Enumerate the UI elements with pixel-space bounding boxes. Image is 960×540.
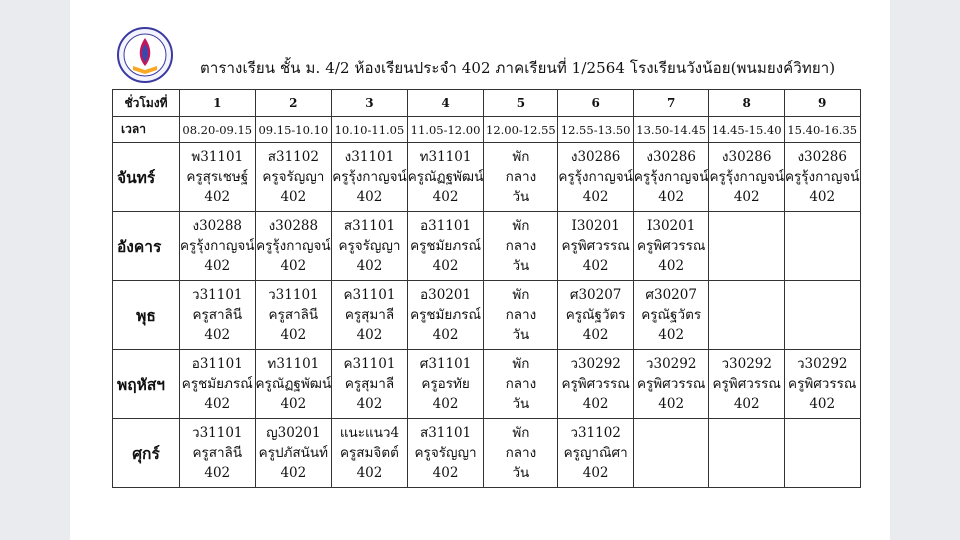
schedule-cell <box>558 281 634 350</box>
subject-code: พัก <box>512 425 530 441</box>
teacher-name: ครูรุ้งกาญจน์ <box>784 169 860 185</box>
subject-code: ค31101 <box>343 287 396 303</box>
room-number: 402 <box>204 258 231 274</box>
teacher-name: กลาง <box>505 376 537 392</box>
time-slot: 10.10-11.05 <box>332 117 408 143</box>
time-slot: 14.45-15.40 <box>709 117 785 143</box>
schedule-cell <box>332 212 408 281</box>
room-number: 402 <box>280 189 307 205</box>
schedule-cell <box>180 212 256 281</box>
room-number: 402 <box>582 465 609 481</box>
period-number: 1 <box>180 90 256 117</box>
schedule-cell <box>407 281 484 350</box>
time-slot: 12.00-12.55 <box>484 117 558 143</box>
room-number: วัน <box>512 396 530 412</box>
schedule-cell <box>407 212 484 281</box>
subject-code: พ31101 <box>191 149 244 165</box>
subject-code: แนะแนว4 <box>339 425 400 441</box>
subject-code: ง30286 <box>797 149 847 165</box>
room-number: 402 <box>204 396 231 412</box>
schedule-cell <box>332 143 408 212</box>
room-number: 402 <box>432 189 459 205</box>
subject-code: อ31101 <box>191 356 243 372</box>
schedule-cell <box>255 143 332 212</box>
room-number: 402 <box>658 396 685 412</box>
subject-code: พัก <box>512 356 530 372</box>
schedule-cell <box>784 212 860 281</box>
room-number: วัน <box>512 327 530 343</box>
room-number: 402 <box>432 327 459 343</box>
room-number: 402 <box>658 189 685 205</box>
schedule-cell <box>484 212 558 281</box>
subject-code: ท31101 <box>267 356 320 372</box>
day-label: อังคาร <box>113 212 180 281</box>
subject-code: ค31101 <box>343 356 396 372</box>
room-number: 402 <box>658 258 685 274</box>
time-slot: 11.05-12.00 <box>407 117 484 143</box>
teacher-name: ครูรุ้งกาญจน์ <box>332 169 407 185</box>
time-slot: 12.55-13.50 <box>558 117 634 143</box>
room-number: 402 <box>432 396 459 412</box>
subject-code: ว30292 <box>721 356 772 372</box>
period-number: 3 <box>332 90 408 117</box>
room-number: 402 <box>809 396 836 412</box>
teacher-name: ครูสุรเชษฐ์ <box>186 169 249 185</box>
time-slot: 13.50-14.45 <box>633 117 709 143</box>
period-number: 2 <box>255 90 332 117</box>
schedule-cell <box>255 350 332 419</box>
schedule-cell <box>709 212 785 281</box>
teacher-name: ครูชมัยภรณ์ <box>410 307 482 323</box>
schedule-cell <box>255 212 332 281</box>
school-logo-icon <box>116 26 174 84</box>
subject-code: ง30286 <box>646 149 696 165</box>
schedule-cell <box>332 350 408 419</box>
schedule-cell <box>558 419 634 488</box>
schedule-cell <box>633 143 709 212</box>
schedule-cell <box>784 281 860 350</box>
room-number: 402 <box>204 465 231 481</box>
room-number: วัน <box>512 258 530 274</box>
room-number: 402 <box>356 258 383 274</box>
subject-code: ง31101 <box>344 149 395 165</box>
teacher-name: ครูพิศวรรณ <box>636 238 706 254</box>
room-number: วัน <box>512 465 530 481</box>
subject-code: ว31101 <box>192 425 243 441</box>
day-row <box>113 350 861 419</box>
schedule-cell <box>180 281 256 350</box>
teacher-name: ครูณัฐวัตร <box>641 307 702 323</box>
schedule-cell <box>784 143 860 212</box>
subject-code: ว30292 <box>570 356 621 372</box>
schedule-cell <box>709 419 785 488</box>
teacher-name: ครูรุ้งกาญจน์ <box>256 238 331 254</box>
time-slot: 08.20-09.15 <box>180 117 256 143</box>
subject-code: ศ30207 <box>645 287 697 303</box>
room-number: 402 <box>582 258 609 274</box>
period-number: 8 <box>709 90 785 117</box>
teacher-name: กลาง <box>505 445 537 461</box>
subject-code: อ30201 <box>420 287 472 303</box>
teacher-name: ครูรุ้งกาญจน์ <box>633 169 709 185</box>
teacher-name: ครูจรัญญา <box>414 445 477 461</box>
teacher-name: ครูสุมาลี <box>344 376 395 392</box>
subject-code: พัก <box>512 218 530 234</box>
document-sheet <box>70 0 890 540</box>
time-row <box>113 117 861 143</box>
subject-code: ว31101 <box>192 287 243 303</box>
teacher-name: ครูสุมาลี <box>344 307 395 323</box>
schedule-cell <box>633 281 709 350</box>
subject-code: พัก <box>512 287 530 303</box>
schedule-cell <box>633 419 709 488</box>
period-number: 7 <box>633 90 709 117</box>
subject-code: ศ31101 <box>419 356 472 372</box>
schedule-cell <box>484 143 558 212</box>
room-number: 402 <box>582 189 609 205</box>
teacher-name: ครูปภัสนันท์ <box>258 445 329 461</box>
room-number: 402 <box>356 327 383 343</box>
room-number: 402 <box>356 465 383 481</box>
day-row <box>113 419 861 488</box>
teacher-name: ครูณัฏฐพัฒน์ <box>407 169 484 185</box>
teacher-name: ครูชมัยภรณ์ <box>181 376 253 392</box>
schedule-cell <box>180 419 256 488</box>
day-row <box>113 281 861 350</box>
teacher-name: ครูสาลินี <box>268 307 319 323</box>
teacher-name: ครูณัฐวัตร <box>565 307 626 323</box>
schedule-cell <box>709 350 785 419</box>
timetable <box>112 89 861 488</box>
teacher-name: ครูรุ้งกาญจน์ <box>558 169 633 185</box>
schedule-cell <box>484 281 558 350</box>
teacher-name: ครูรุ้งกาญจน์ <box>180 238 255 254</box>
room-number: 402 <box>809 189 836 205</box>
schedule-cell <box>407 419 484 488</box>
subject-code: ง30288 <box>268 218 319 234</box>
period-number: 9 <box>784 90 860 117</box>
day-label: พุธ <box>113 281 180 350</box>
schedule-cell <box>407 143 484 212</box>
room-number: 402 <box>204 327 231 343</box>
teacher-name: ครูจรัญญา <box>262 169 325 185</box>
subject-code: ว30292 <box>796 356 848 372</box>
page-title: ตารางเรียน ชั้น ม. 4/2 ห้องเรียนประจำ 402 ภาคเรียนที่ 1/2564 โรงเรียนวังน้อย(พนมยงค์วิทยา) <box>200 59 836 77</box>
room-number: 402 <box>356 396 383 412</box>
subject-code: พัก <box>512 149 530 165</box>
time-label: เวลา <box>113 117 180 143</box>
room-number: 402 <box>432 258 459 274</box>
subject-code: ท31101 <box>419 149 472 165</box>
room-number: 402 <box>432 465 459 481</box>
subject-code: ญ30201 <box>266 425 321 441</box>
room-number: 402 <box>582 396 609 412</box>
teacher-name: กลาง <box>505 238 537 254</box>
teacher-name: ครูญาณิศา <box>563 445 628 461</box>
period-number: 5 <box>484 90 558 117</box>
period-number: 6 <box>558 90 634 117</box>
subject-code: ว31101 <box>268 287 319 303</box>
period-row <box>113 90 861 117</box>
schedule-cell <box>255 419 332 488</box>
teacher-name: ครูพิศวรรณ <box>788 376 857 392</box>
room-number: 402 <box>204 189 231 205</box>
teacher-name: ครูพิศวรรณ <box>561 238 630 254</box>
subject-code: ศ30207 <box>569 287 622 303</box>
schedule-cell <box>709 281 785 350</box>
day-label: ศุกร์ <box>113 419 180 488</box>
teacher-name: ครูณัฏฐพัฒน์ <box>255 376 332 392</box>
time-slot: 09.15-10.10 <box>255 117 332 143</box>
schedule-cell <box>407 350 484 419</box>
teacher-name: ครูอรทัย <box>421 376 470 392</box>
schedule-cell <box>558 143 634 212</box>
schedule-cell <box>558 212 634 281</box>
room-number: 402 <box>280 327 307 343</box>
room-number: 402 <box>280 258 307 274</box>
schedule-cell <box>633 212 709 281</box>
schedule-cell <box>332 419 408 488</box>
teacher-name: ครูจรัญญา <box>338 238 401 254</box>
room-number: 402 <box>582 327 609 343</box>
subject-code: I30201 <box>647 218 696 234</box>
teacher-name: ครูพิศวรรณ <box>561 376 630 392</box>
subject-code: อ31101 <box>420 218 472 234</box>
room-number: 402 <box>356 189 383 205</box>
teacher-name: ครูสาลินี <box>192 307 243 323</box>
schedule-cell <box>633 350 709 419</box>
schedule-cell <box>709 143 785 212</box>
room-number: 402 <box>733 189 760 205</box>
period-label: ชั่วโมงที่ <box>113 90 180 117</box>
day-row <box>113 143 861 212</box>
schedule-cell <box>180 350 256 419</box>
room-number: วัน <box>512 189 530 205</box>
schedule-cell <box>484 419 558 488</box>
subject-code: ส31101 <box>343 218 396 234</box>
teacher-name: ครูสาลินี <box>192 445 243 461</box>
schedule-cell <box>255 281 332 350</box>
room-number: 402 <box>658 327 685 343</box>
room-number: 402 <box>733 396 760 412</box>
schedule-cell <box>180 143 256 212</box>
period-number: 4 <box>407 90 484 117</box>
teacher-name: ครูชมัยภรณ์ <box>410 238 482 254</box>
teacher-name: ครูสมจิตต์ <box>340 445 399 461</box>
subject-code: I30201 <box>571 218 620 234</box>
teacher-name: ครูรุ้งกาญจน์ <box>709 169 784 185</box>
schedule-cell <box>332 281 408 350</box>
schedule-cell <box>784 419 860 488</box>
room-number: 402 <box>280 465 307 481</box>
subject-code: ว30292 <box>645 356 697 372</box>
subject-code: ง30288 <box>192 218 243 234</box>
subject-code: ว31102 <box>570 425 621 441</box>
day-label: จันทร์ <box>113 143 180 212</box>
subject-code: ง30286 <box>721 149 772 165</box>
time-slot: 15.40-16.35 <box>784 117 860 143</box>
subject-code: ง30286 <box>570 149 621 165</box>
day-label: พฤหัสฯ <box>113 350 180 419</box>
room-number: 402 <box>280 396 307 412</box>
teacher-name: กลาง <box>505 169 537 185</box>
day-row <box>113 212 861 281</box>
teacher-name: ครูพิศวรรณ <box>636 376 706 392</box>
subject-code: ส31101 <box>419 425 472 441</box>
teacher-name: กลาง <box>505 307 537 323</box>
schedule-cell <box>558 350 634 419</box>
schedule-cell <box>784 350 860 419</box>
subject-code: ส31102 <box>267 149 319 165</box>
schedule-cell <box>484 350 558 419</box>
teacher-name: ครูพิศวรรณ <box>712 376 781 392</box>
